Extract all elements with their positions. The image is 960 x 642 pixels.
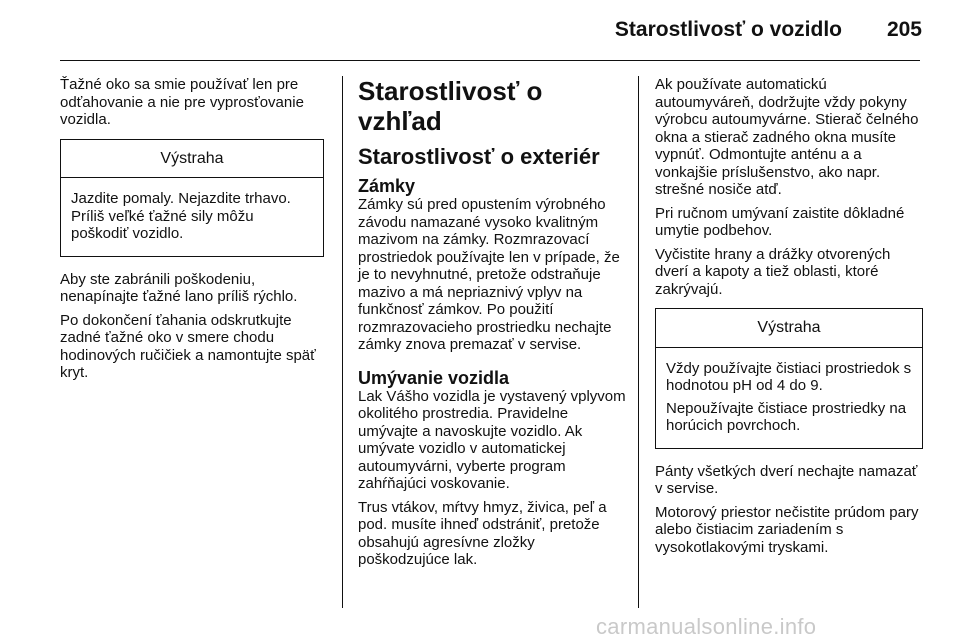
page-title: Starostlivosť o vozidlo (614, 18, 842, 41)
paragraph: Trus vtákov, mŕtvy hmyz, živica, peľ a pod. musíte ihneď odstrániť, pretože obsahujú agresívne zložky poškodzujúce lak. (358, 498, 607, 568)
warning-text: Vždy používajte čistiaci prostriedok s hodnotou pH od 4 do 9. (666, 359, 912, 394)
page-header (0, 0, 960, 62)
topic-heading-washing: Umývanie vozidla (358, 367, 510, 388)
paragraph: Aby ste zabránili poškodeniu, nenapínajte ťažné lano príliš rýchlo. (60, 270, 298, 305)
watermark: carmanualsonline.info (596, 614, 817, 639)
column-divider (638, 76, 639, 608)
column-left (60, 76, 324, 388)
paragraph: Zámky sú pred opustením výrobného závodu namazané vysoko kvalitným mazivom na zámky. Rozmrazovací prostriedok používajte len v prípade, že je to nevyhnutné, pretože odstraňuje mazivo a má nepriaznivý vplyv na funkčnosť zámkov. Po použití rozmrazovacieho prostriedku nechajte zámky znova premazať v servise. (358, 196, 620, 353)
paragraph: Pri ručnom umývaní zaistite dôkladné umytie podbehov. (655, 204, 905, 239)
topic-heading-locks: Zámky (358, 176, 416, 196)
paragraph: Motorový priestor nečistite prúdom pary alebo čistiacim zariadením s vysokotlakovými tryskami. (655, 503, 919, 556)
column-right (655, 76, 923, 562)
paragraph: Lak Vášho vozidla je vystavený vplyvom okolitého prostredia. Pravidelne umývajte a navoskujte vozidlo. Ak umývate vozidlo v automatickej autoumyvárni, vyberte program zahŕňajúci voskovanie. (358, 387, 626, 492)
column-divider (342, 76, 343, 608)
paragraph: Ťažné oko sa smie používať len pre odťahovanie a nie pre vyprosťovanie vozidla. (60, 76, 304, 128)
subsection-heading: Starostlivosť o exteriér (358, 144, 600, 169)
section-heading: Starostlivosť o vzhľad (358, 76, 543, 136)
paragraph: Ak používate automatickú autoumyváreň, dodržujte vždy pokyny výrobcu autoumyvárne. Stierač čelného okna a stierač zadného okna musíte vypnúť. Odmontujte anténu a a vonkajšie príslušenstvo, ako napr. strešné nosiče atď. (655, 76, 919, 198)
warning-title: Výstraha (656, 309, 922, 348)
warning-text: Nepoužívajte čistiace prostriedky na horúcich povrchoch. (666, 399, 907, 434)
paragraph: Po dokončení ťahania odskrutkujte zadné ťažné oko v smere chodu hodinových ručičiek a namontujte späť kryt. (60, 311, 316, 381)
header-rule (60, 60, 920, 61)
warning-box (655, 308, 923, 449)
warning-title: Výstraha (61, 140, 323, 179)
warning-box (60, 139, 324, 257)
page-number: 205 (886, 18, 922, 41)
column-middle (358, 76, 628, 575)
warning-text: Jazdite pomaly. Nejazdite trhavo. Príliš veľké ťažné sily môžu poškodiť vozidlo. (71, 190, 291, 242)
paragraph: Vyčistite hrany a drážky otvorených dverí a kapoty a tiež oblasti, ktoré zakrývajú. (655, 245, 891, 298)
paragraph: Pánty všetkých dverí nechajte namazať v servise. (655, 462, 918, 497)
